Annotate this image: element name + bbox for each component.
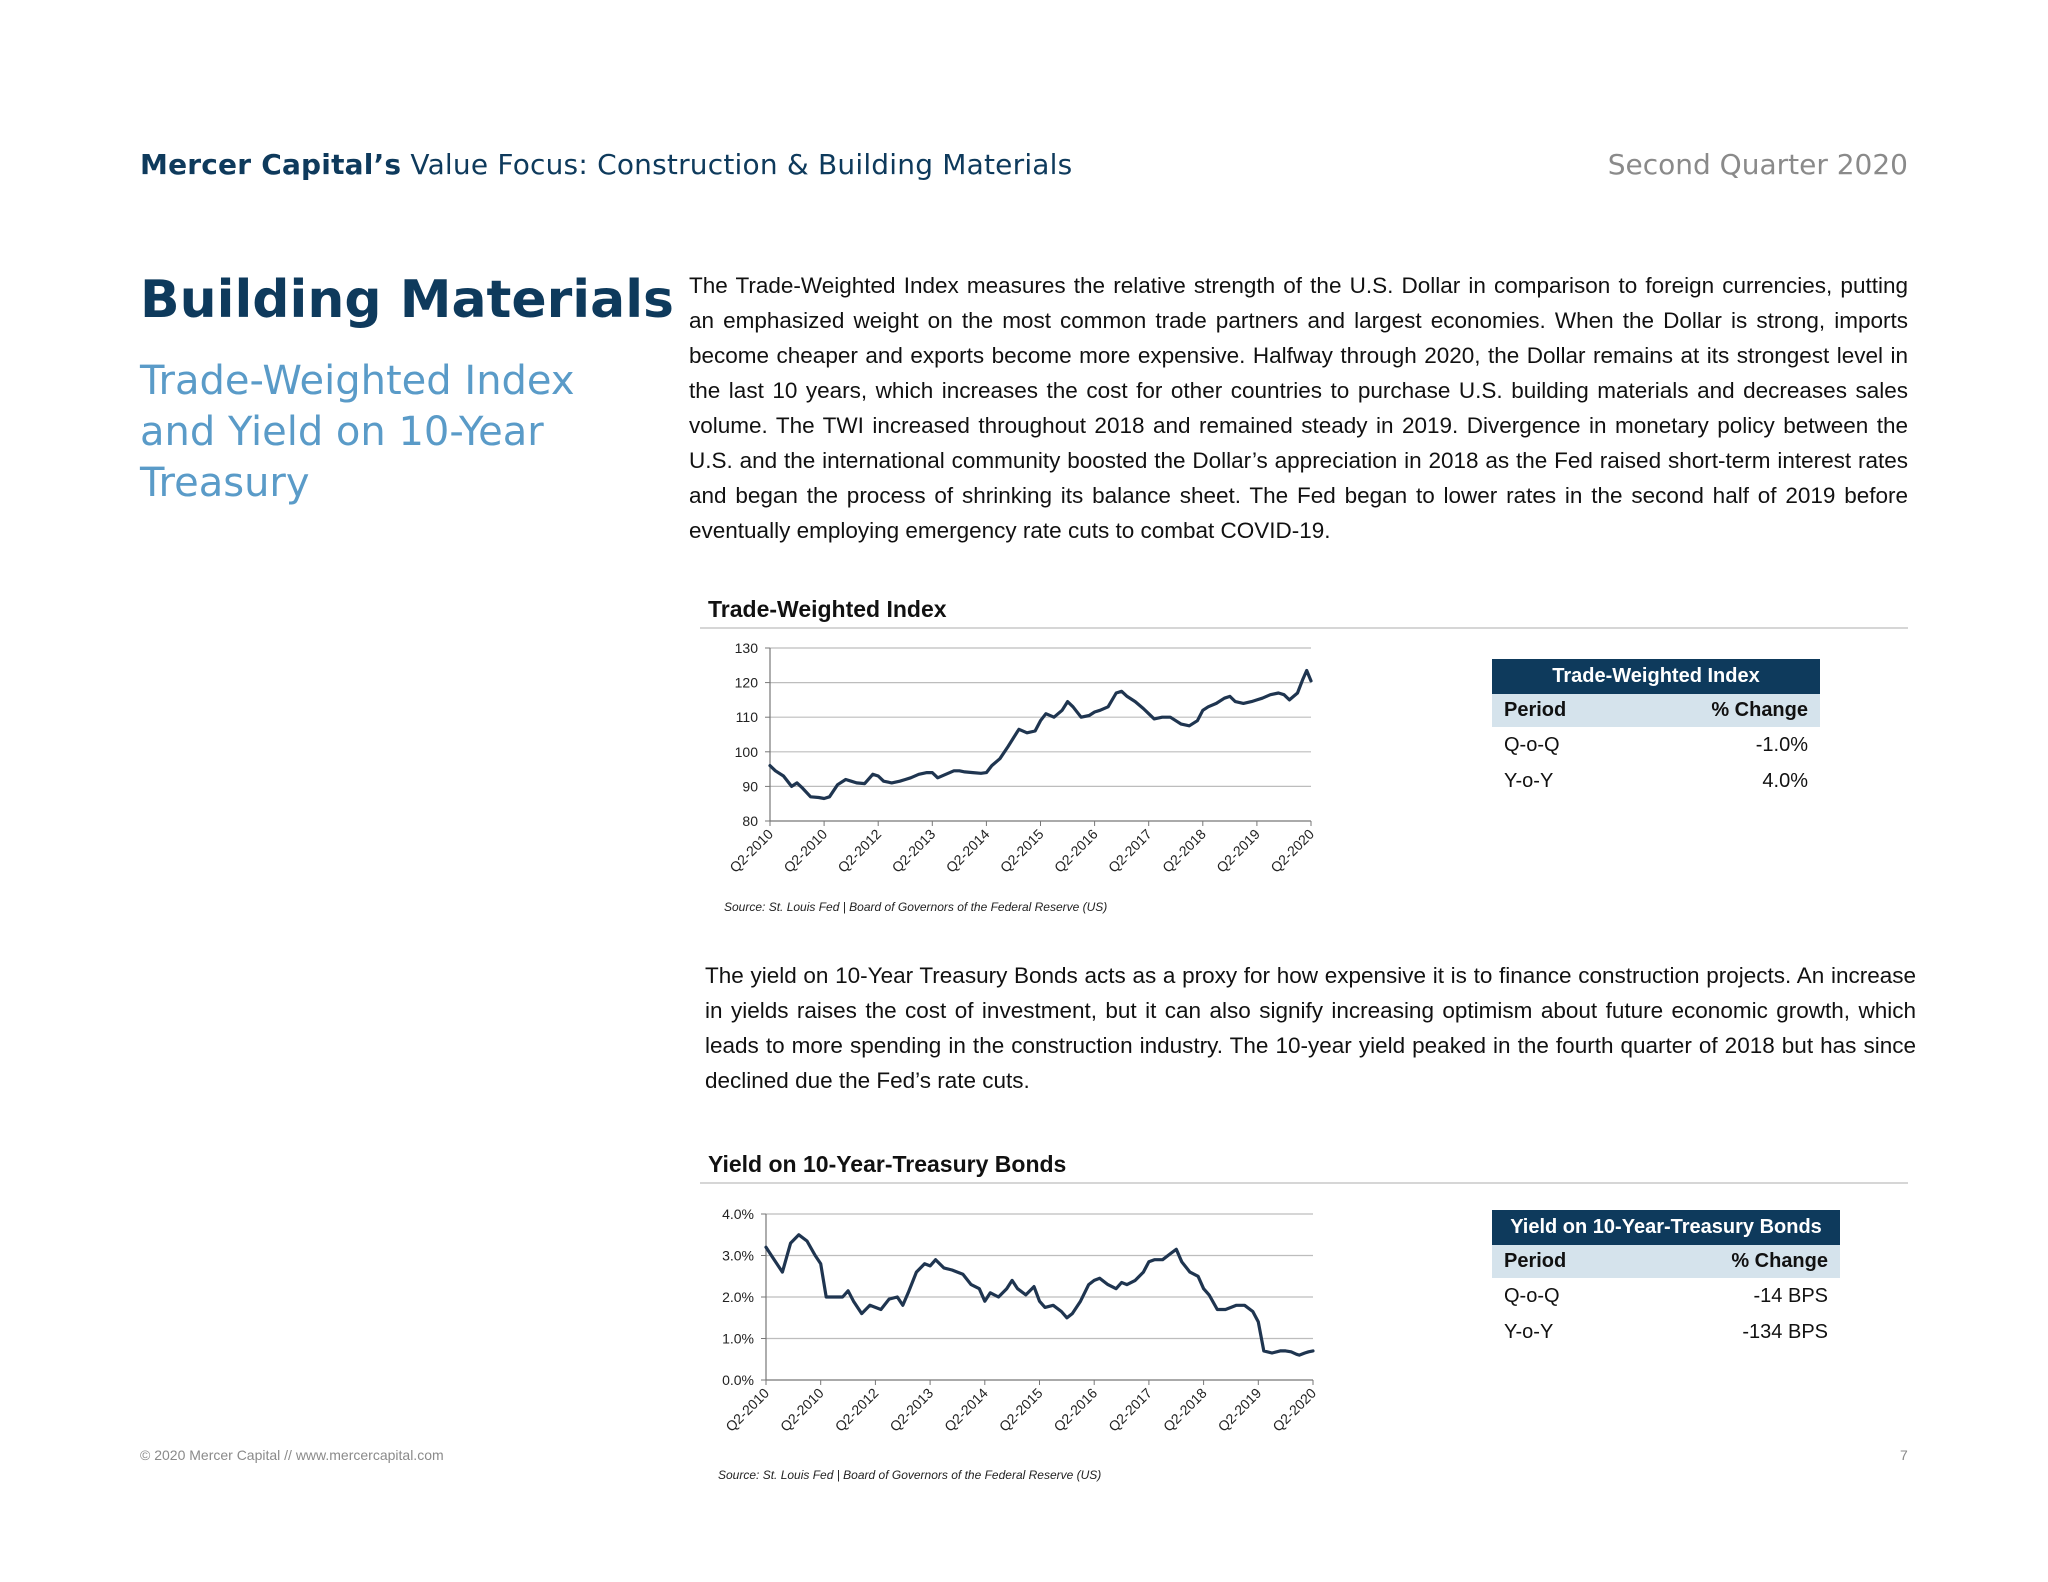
yield-chart-xtick-label: Q2-2014 (941, 1384, 991, 1435)
yield-chart-ytick-label: 3.0% (722, 1247, 754, 1264)
yield-paragraph: The yield on 10-Year Treasury Bonds acts as a proxy for how expensive it is to finance construction projects. An increase in yields raises the cost of investment, but it can also signify increasing optimism about future economic growth, which leads to more spending in the construction industry. The 10-year yield peaked in the fourth quarter of 2018 but has since declined due the Fed’s rate cuts. (705, 963, 1916, 1093)
header-period: Second Quarter 2020 (1607, 148, 1908, 181)
yield-chart-rule (700, 1182, 1908, 1184)
yield-chart-xtick-label: Q2-2018 (1159, 1384, 1210, 1435)
twi-chart-xtick-label: Q2-2010 (726, 825, 777, 876)
twi-row-period: Y-o-Y (1504, 769, 1554, 792)
yield-chart-ytick-label: 2.0% (722, 1289, 754, 1305)
twi-chart-source: Source: St. Louis Fed | Board of Governors of the Federal Reserve (US) (724, 900, 1108, 914)
twi-change-table (1492, 659, 1820, 799)
twi-chart-xtick-label: Q2-2015 (996, 825, 1047, 876)
twi-chart-xtick-label: Q2-2013 (888, 825, 939, 876)
yield-chart-source: Source: St. Louis Fed | Board of Governors of the Federal Reserve (US) (718, 1468, 1102, 1482)
twi-chart-ytick-label: 90 (742, 778, 758, 795)
twi-chart-xtick-label: Q2-2018 (1159, 825, 1209, 876)
yield-chart (700, 1192, 1340, 1457)
table-row (1492, 763, 1820, 799)
twi-table-col-period: Period (1492, 694, 1629, 727)
table-row (1492, 1278, 1840, 1314)
yield-chart-xtick-label: Q2-2017 (1105, 1384, 1156, 1435)
yield-chart-xtick-label: Q2-2019 (1214, 1384, 1265, 1435)
twi-chart-xtick-label: Q2-2017 (1104, 825, 1155, 876)
twi-row-period: Q-o-Q (1504, 733, 1560, 756)
twi-row-change: 4.0% (1762, 769, 1808, 792)
yield-chart-ytick-label: 0.0% (722, 1372, 754, 1388)
yield-chart-ytick-label: 1.0% (722, 1330, 754, 1347)
page-number: 7 (1900, 1447, 1908, 1463)
twi-chart-xtick-label: Q2-2016 (1050, 825, 1101, 876)
twi-chart-xtick-label: Q2-2014 (942, 825, 993, 876)
twi-chart-xtick-label: Q2-2010 (780, 825, 831, 876)
yield-chart-title: Yield on 10-Year-Treasury Bonds (708, 1151, 1067, 1177)
twi-table-col-change: % Change (1629, 694, 1820, 727)
yield-chart-xtick-label: Q2-2010 (722, 1384, 773, 1435)
intro-paragraph: The Trade-Weighted Index measures the relative strength of the U.S. Dollar in comparison to foreign currencies, putting an emphasized weight on the most common trade partners and largest economies. When the Dollar is strong, imports become cheaper and exports become more expensive. Halfway through 2020, the Dollar remains at its strongest level in the last 10 years, which increases the cost for other countries to purchase U.S. building materials and decreases sales volume. The TWI increased throughout 2018 and remained steady in 2019. Divergence in monetary policy between the U.S. and the international community boosted the Dollar’s appreciation in 2018 as the Fed raised short-term interest rates and began the process of shrinking its balance sheet. The Fed began to lower rates in the second half of 2019 before eventually employing emergency rate cuts to combat COVID-19. (689, 273, 1908, 543)
section-subtitle: Trade-Weighted Index and Yield on 10-Year Treasury (140, 358, 575, 506)
yield-row-period: Y-o-Y (1504, 1320, 1554, 1343)
twi-table-title: Trade-Weighted Index (1492, 659, 1820, 694)
yield-chart-series-line (766, 1235, 1313, 1355)
yield-table-col-change: % Change (1637, 1245, 1840, 1278)
yield-row-change: -134 BPS (1742, 1320, 1828, 1343)
twi-chart-xtick-label: Q2-2012 (834, 825, 885, 876)
yield-change-table (1492, 1210, 1840, 1350)
yield-row-period: Q-o-Q (1504, 1284, 1560, 1307)
yield-table-col-period: Period (1492, 1245, 1637, 1278)
yield-chart-xtick-label: Q2-2015 (995, 1384, 1046, 1435)
twi-row-change: -1.0% (1755, 733, 1808, 756)
twi-chart-series-line (770, 671, 1311, 799)
header-publication (140, 148, 1072, 181)
yield-row-change: -14 BPS (1753, 1284, 1828, 1307)
twi-chart-ytick-label: 110 (735, 709, 758, 726)
twi-chart-xtick-label: Q2-2019 (1213, 825, 1264, 876)
twi-chart-rule (700, 627, 1908, 629)
yield-chart-xtick-label: Q2-2020 (1269, 1384, 1320, 1435)
yield-table-title: Yield on 10-Year-Treasury Bonds (1492, 1210, 1840, 1245)
header-brand: Mercer Capital’s (140, 148, 402, 181)
yield-chart-xtick-label: Q2-2013 (886, 1384, 937, 1435)
twi-chart-ytick-label: 130 (734, 640, 758, 656)
section-title: Building Materials (140, 270, 674, 330)
twi-chart-ytick-label: 100 (734, 743, 758, 760)
header-publication-title: Value Focus: Construction & Building Materials (410, 148, 1073, 181)
yield-chart-xtick-label: Q2-2016 (1050, 1384, 1101, 1435)
twi-chart-xtick-label: Q2-2020 (1267, 825, 1318, 876)
twi-chart-ytick-label: 120 (734, 674, 758, 691)
twi-chart (700, 630, 1340, 895)
table-row (1492, 1314, 1840, 1350)
yield-chart-xtick-label: Q2-2010 (776, 1384, 827, 1435)
twi-chart-title: Trade-Weighted Index (708, 596, 947, 622)
footer-copyright: © 2020 Mercer Capital // www.mercercapital.com (140, 1447, 444, 1463)
twi-chart-ytick-label: 80 (742, 813, 758, 829)
yield-chart-ytick-label: 4.0% (722, 1206, 754, 1222)
table-row (1492, 727, 1820, 763)
yield-chart-xtick-label: Q2-2012 (831, 1384, 882, 1435)
